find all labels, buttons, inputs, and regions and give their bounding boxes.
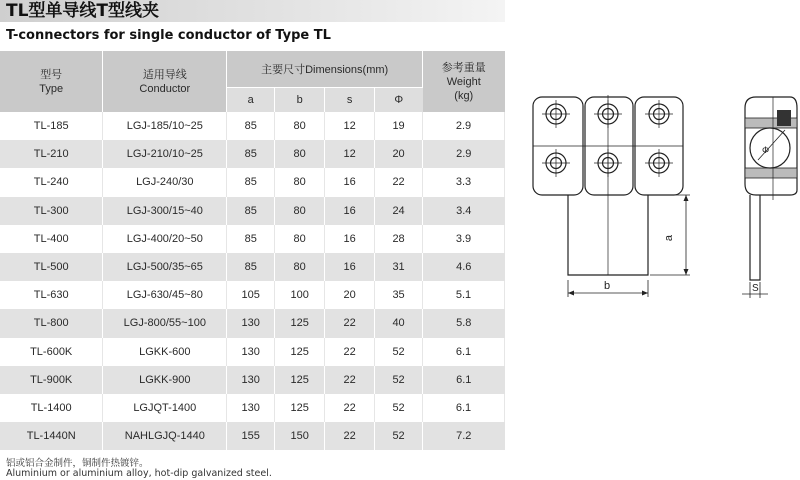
header-conductor-en: Conductor: [139, 82, 191, 95]
cell-b: 125: [275, 309, 325, 337]
cell-phi: 52: [375, 422, 423, 450]
cell-weight: 6.1: [423, 338, 505, 366]
cell-a: 85: [227, 253, 275, 281]
cell-a: 130: [227, 309, 275, 337]
note-en: Aluminium or aluminium alloy, hot-dip galvanized steel.: [6, 468, 272, 479]
page-title-en: T-connectors for single conductor of Type TL: [6, 28, 331, 43]
page-title-cn: TL型单导线T型线夹: [6, 1, 160, 21]
bolt-head-icon: [777, 110, 791, 126]
conductor-circle: [750, 128, 790, 168]
cell-b: 125: [275, 338, 325, 366]
cell-conductor: LGKK-900: [103, 366, 227, 394]
cell-phi: 40: [375, 309, 423, 337]
cell-weight: 2.9: [423, 140, 505, 168]
cell-phi: 52: [375, 366, 423, 394]
cell-weight: 5.1: [423, 281, 505, 309]
cell-weight: 4.6: [423, 253, 505, 281]
cell-phi: 19: [375, 112, 423, 140]
cell-conductor: LGKK-600: [103, 338, 227, 366]
cell-b: 100: [275, 281, 325, 309]
header-dim-s: s: [325, 88, 375, 113]
dimension-label-phi: Φ: [762, 145, 770, 155]
cell-s: 22: [325, 309, 375, 337]
cell-type: TL-300: [0, 197, 103, 225]
cell-conductor: LGJ-185/10~25: [103, 112, 227, 140]
header-type-cn: 型号: [40, 68, 63, 81]
cell-type: TL-185: [0, 112, 103, 140]
cell-conductor: LGJ-400/20~50: [103, 225, 227, 253]
cell-weight: 3.9: [423, 225, 505, 253]
cell-weight: 3.3: [423, 168, 505, 196]
cell-type: TL-240: [0, 168, 103, 196]
cell-s: 12: [325, 112, 375, 140]
cell-s: 16: [325, 253, 375, 281]
header-weight-cn: 参考重量: [441, 61, 486, 74]
side-view-section-hatch: [745, 168, 797, 178]
cell-a: 105: [227, 281, 275, 309]
cell-a: 155: [227, 422, 275, 450]
cell-type: TL-1400: [0, 394, 103, 422]
cell-b: 80: [275, 112, 325, 140]
cell-type: TL-800: [0, 309, 103, 337]
cell-type: TL-210: [0, 140, 103, 168]
cell-b: 80: [275, 225, 325, 253]
cell-type: TL-630: [0, 281, 103, 309]
cell-a: 85: [227, 112, 275, 140]
cell-phi: 52: [375, 394, 423, 422]
cell-s: 16: [325, 197, 375, 225]
cell-b: 125: [275, 366, 325, 394]
header-dimensions: 主要尺寸Dimensions(mm): [227, 51, 423, 88]
cell-weight: 7.2: [423, 422, 505, 450]
cell-b: 80: [275, 168, 325, 196]
cell-phi: 20: [375, 140, 423, 168]
side-view: [742, 97, 797, 298]
dimension-label-a: a: [663, 234, 675, 242]
header-type-en: Type: [39, 82, 64, 95]
cell-a: 85: [227, 225, 275, 253]
cell-s: 12: [325, 140, 375, 168]
cell-phi: 28: [375, 225, 423, 253]
cell-s: 16: [325, 225, 375, 253]
cell-phi: 52: [375, 338, 423, 366]
cell-type: TL-600K: [0, 338, 103, 366]
cell-phi: 31: [375, 253, 423, 281]
cell-conductor: LGJ-210/10~25: [103, 140, 227, 168]
header-weight-unit: (kg): [454, 89, 474, 102]
cell-s: 22: [325, 422, 375, 450]
cell-conductor: NAHLGJQ-1440: [103, 422, 227, 450]
cell-conductor: LGJQT-1400: [103, 394, 227, 422]
side-view-stem: [750, 195, 760, 280]
header-conductor-cn: 适用导线: [142, 68, 187, 81]
cell-conductor: LGJ-300/15~40: [103, 197, 227, 225]
cell-a: 130: [227, 338, 275, 366]
cell-a: 85: [227, 140, 275, 168]
cell-conductor: LGJ-800/55~100: [103, 309, 227, 337]
note-cn: 铝或铝合金制件，铜制件热镀锌。: [6, 458, 149, 469]
cell-b: 150: [275, 422, 325, 450]
cell-conductor: LGJ-630/45~80: [103, 281, 227, 309]
dimension-label-b: b: [604, 280, 611, 292]
cell-conductor: LGJ-240/30: [103, 168, 227, 196]
cell-b: 80: [275, 253, 325, 281]
cell-s: 16: [325, 168, 375, 196]
cell-b: 80: [275, 197, 325, 225]
header-dim-a: a: [227, 88, 275, 113]
cell-weight: 6.1: [423, 394, 505, 422]
cell-s: 22: [325, 338, 375, 366]
cell-weight: 2.9: [423, 112, 505, 140]
cell-a: 130: [227, 366, 275, 394]
cell-s: 22: [325, 394, 375, 422]
cell-type: TL-500: [0, 253, 103, 281]
header-dim-phi: Φ: [375, 88, 423, 113]
cell-a: 130: [227, 394, 275, 422]
cell-type: TL-400: [0, 225, 103, 253]
cell-weight: 3.4: [423, 197, 505, 225]
cell-a: 85: [227, 168, 275, 196]
dimension-label-s: S: [752, 283, 759, 294]
cell-s: 20: [325, 281, 375, 309]
cell-conductor: LGJ-500/35~65: [103, 253, 227, 281]
cell-phi: 35: [375, 281, 423, 309]
cell-s: 22: [325, 366, 375, 394]
cell-type: TL-1440N: [0, 422, 103, 450]
cell-phi: 22: [375, 168, 423, 196]
header-dim-b: b: [275, 88, 325, 113]
header-weight-en: Weight: [446, 75, 481, 88]
cell-a: 85: [227, 197, 275, 225]
front-view: [533, 95, 690, 297]
cell-weight: 5.8: [423, 309, 505, 337]
cell-weight: 6.1: [423, 366, 505, 394]
cell-b: 80: [275, 140, 325, 168]
cell-phi: 24: [375, 197, 423, 225]
cell-b: 125: [275, 394, 325, 422]
cell-type: TL-900K: [0, 366, 103, 394]
